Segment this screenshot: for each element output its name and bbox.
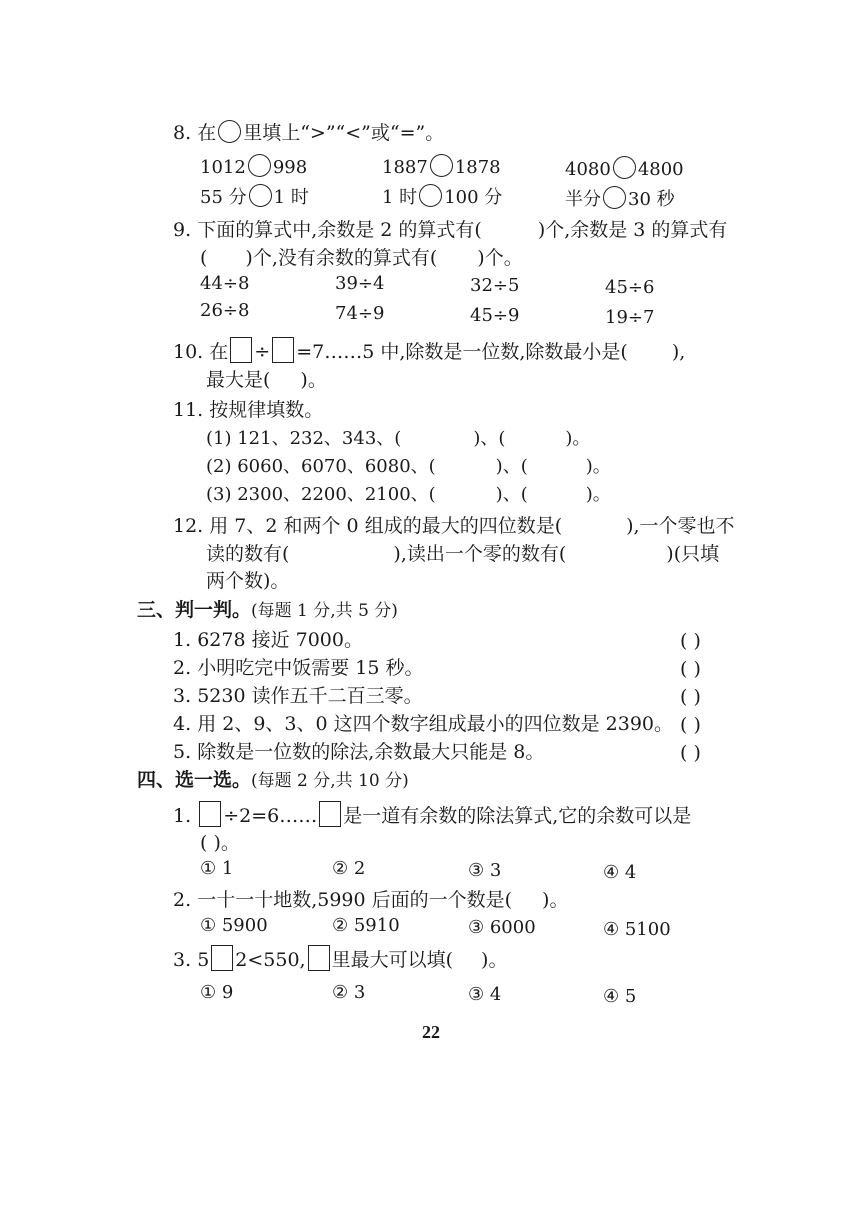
item-text: 小明吃完中饭需要 15 秒。 <box>197 657 424 679</box>
section-3-heading <box>137 597 398 624</box>
q8-pair-6 <box>565 186 675 212</box>
q12-text: ),读出一个零的数有( <box>393 543 567 565</box>
judge-answer-box[interactable]: ( ) <box>680 714 701 736</box>
pair-left: 半分 <box>565 189 601 210</box>
q11-row-1 <box>206 427 590 451</box>
q10-number: 10. <box>173 341 204 363</box>
answer-box[interactable] <box>211 945 233 971</box>
sequence-text: )。 <box>585 484 611 505</box>
section-4-note: (每题 2 分,共 10 分) <box>251 771 409 791</box>
sequence-text: )、( <box>495 484 528 505</box>
q10-line-1 <box>173 337 685 365</box>
judge-answer-box[interactable]: ( ) <box>680 742 701 764</box>
option-2[interactable]: ② 2 <box>332 858 366 879</box>
judge-answer-box[interactable]: ( ) <box>680 686 701 708</box>
judge-item-2 <box>173 655 423 681</box>
division-expr: 26÷8 <box>200 300 250 321</box>
sequence-text: (3) 2300、2200、2100、( <box>206 484 436 505</box>
q12-text: 读的数有( <box>206 543 290 565</box>
choice-text: 是一道有余数的除法算式,它的余数可以是 <box>343 805 692 827</box>
pair-right: 4800 <box>637 159 684 180</box>
pair-right: 1 时 <box>273 187 309 208</box>
sequence-text: (2) 6060、6070、6080、( <box>206 456 436 477</box>
q9-line-1 <box>173 217 727 243</box>
pair-left: 1887 <box>382 157 428 178</box>
compare-circle[interactable] <box>430 154 453 177</box>
division-expr: 19÷7 <box>605 307 655 328</box>
q8-pair-3 <box>565 156 684 182</box>
pair-left: 1012 <box>200 157 246 178</box>
q9-text: )个。 <box>477 247 523 269</box>
compare-circle[interactable] <box>249 184 272 207</box>
item-number: 5. <box>173 741 192 763</box>
choice-q2-line-1 <box>173 887 568 913</box>
q12-line-1 <box>173 513 735 539</box>
sequence-text: )、( <box>473 428 506 449</box>
option-4[interactable]: ④ 4 <box>603 862 637 883</box>
choice-text: 里最大可以填( <box>331 949 454 971</box>
item-number: 2. <box>173 889 192 911</box>
item-number: 3. <box>173 949 192 971</box>
pair-right: 998 <box>272 157 308 178</box>
option-3[interactable]: ③ 6000 <box>468 917 536 938</box>
item-text: 5230 读作五千二百三零。 <box>197 685 423 707</box>
choice-q1-line-2: ( )。 <box>200 832 240 854</box>
option-2[interactable]: ② 3 <box>332 982 366 1003</box>
answer-box[interactable] <box>319 801 341 827</box>
q8-pair-2 <box>382 154 501 180</box>
q10-text: )。 <box>300 369 327 391</box>
q10-line-2 <box>206 367 327 393</box>
division-expr: 45÷6 <box>605 277 655 298</box>
q8-heading <box>173 120 444 146</box>
answer-box[interactable] <box>272 337 294 363</box>
division-expr: 44÷8 <box>200 273 250 294</box>
section-4-title: 四、选一选。 <box>137 769 252 791</box>
item-number: 3. <box>173 685 192 707</box>
q12-number: 12. <box>173 515 204 537</box>
q10-text: 最大是( <box>206 369 271 391</box>
item-number: 1. <box>173 629 192 651</box>
q11-title: 按规律填数。 <box>209 399 324 421</box>
compare-circle[interactable] <box>248 154 271 177</box>
option-1[interactable]: ① 9 <box>200 982 234 1003</box>
division-expr: 32÷5 <box>470 275 520 296</box>
q9-text: ( <box>200 247 208 269</box>
pair-left: 55 分 <box>200 187 247 208</box>
answer-box[interactable] <box>308 945 330 971</box>
option-4[interactable]: ④ 5100 <box>603 919 671 940</box>
item-number: 4. <box>173 713 192 735</box>
pair-left: 4080 <box>565 159 611 180</box>
q12-line-3: 两个数)。 <box>206 570 290 592</box>
judge-item-5 <box>173 739 544 765</box>
q10-text: 在 <box>209 341 229 363</box>
sequence-text: )、( <box>495 456 528 477</box>
q11-row-2 <box>206 455 611 479</box>
division-expr: 74÷9 <box>335 303 385 324</box>
q9-line-2 <box>200 245 523 271</box>
q10-text: ), <box>671 341 686 363</box>
q10-text: ÷ <box>254 341 271 363</box>
option-1[interactable]: ① 1 <box>200 858 234 879</box>
q8-pair-4 <box>200 184 309 210</box>
option-2[interactable]: ② 5910 <box>332 915 400 936</box>
q9-text: )个,余数是 3 的算式有 <box>537 219 728 241</box>
choice-q3-line-1 <box>173 945 507 973</box>
compare-circle[interactable] <box>419 184 442 207</box>
q9-text: 下面的算式中,余数是 2 的算式有( <box>197 219 482 241</box>
sequence-text: )。 <box>565 428 591 449</box>
division-expr: 45÷9 <box>470 305 520 326</box>
compare-circle[interactable] <box>613 156 636 179</box>
choice-text: ÷2=6…… <box>223 805 318 827</box>
q12-text: 用 7、2 和两个 0 组成的最大的四位数是( <box>209 515 563 537</box>
choice-text: )。 <box>481 949 508 971</box>
q8-text-b: 里填上“>”“<”或“=”。 <box>243 122 445 144</box>
sequence-text: (1) 121、232、343、( <box>206 428 402 449</box>
option-1[interactable]: ① 5900 <box>200 915 268 936</box>
sequence-text: )。 <box>585 456 611 477</box>
q12-text: )(只填 <box>666 543 720 565</box>
choice-text: )。 <box>542 889 569 911</box>
choice-text: 5 <box>197 949 210 971</box>
choice-text: 一十一十地数,5990 后面的一个数是( <box>197 889 513 911</box>
answer-box[interactable] <box>199 801 221 827</box>
q11-number: 11. <box>173 399 204 421</box>
item-text: 6278 接近 7000。 <box>197 629 363 651</box>
q9-number: 9. <box>173 219 192 241</box>
judge-item-1 <box>173 627 363 653</box>
item-number: 1. <box>173 805 192 827</box>
division-expr: 39÷4 <box>335 273 385 294</box>
judge-item-3 <box>173 683 423 709</box>
judge-answer-box[interactable]: ( ) <box>680 658 701 680</box>
q12-text: ),一个零也不 <box>626 515 735 537</box>
pair-right: 30 秒 <box>628 189 675 210</box>
answer-box[interactable] <box>230 337 252 363</box>
q11-row-3 <box>206 483 611 507</box>
q9-text: )个,没有余数的算式有( <box>245 247 438 269</box>
item-text: 除数是一位数的除法,余数最大只能是 8。 <box>197 741 545 763</box>
item-text: 用 2、9、3、0 这四个数字组成最小的四位数是 2390。 <box>197 713 674 735</box>
section-3-title: 三、判一判。 <box>137 599 252 621</box>
pair-right: 100 分 <box>444 187 503 208</box>
q12-line-2 <box>206 541 719 567</box>
q8-pair-5 <box>382 184 502 210</box>
q8-pair-1 <box>200 154 307 180</box>
option-3[interactable]: ③ 3 <box>468 860 502 881</box>
q8-text-a: 在 <box>197 122 217 144</box>
choice-text: 2<550, <box>235 949 306 971</box>
judge-item-4 <box>173 711 673 737</box>
option-4[interactable]: ④ 5 <box>603 986 637 1007</box>
q10-text: =7……5 中,除数是一位数,除数最小是( <box>296 341 628 363</box>
page-number: 22 <box>422 1022 440 1042</box>
item-number: 2. <box>173 657 192 679</box>
section-3-note: (每题 1 分,共 5 分) <box>251 601 398 621</box>
section-4-heading <box>137 767 409 794</box>
judge-answer-box[interactable]: ( ) <box>680 630 701 652</box>
q8-number: 8. <box>173 122 192 144</box>
q11-heading <box>173 397 323 423</box>
option-3[interactable]: ③ 4 <box>468 984 502 1005</box>
choice-q1-line-1 <box>173 801 691 829</box>
compare-circle[interactable] <box>603 186 626 209</box>
pair-right: 1878 <box>454 157 501 178</box>
compare-circle[interactable] <box>218 120 241 143</box>
pair-left: 1 时 <box>382 187 418 208</box>
